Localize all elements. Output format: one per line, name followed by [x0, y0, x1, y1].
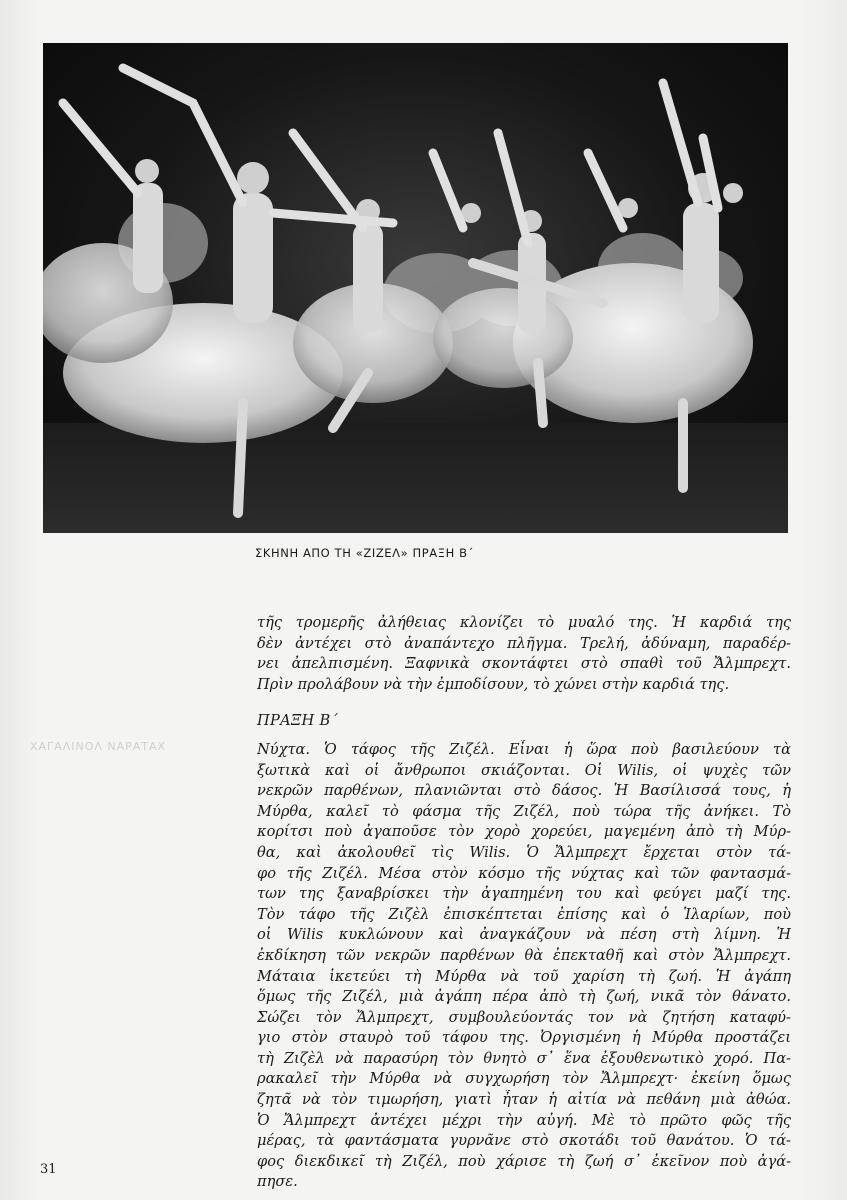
page-number: 31 — [40, 1162, 57, 1177]
bleed-through-text: ΧΑΓΑΛΙΝΟΛ ΝΑΡΑΤΑΧ — [30, 740, 167, 753]
text-line: θα, καὶ ἀκολουθεῖ τὶς Wilis. Ὁ Ἄλμπρεχτ ἔρχεται στὸν τά- — [257, 843, 791, 861]
text-line: φο τῆς Ζιζέλ. Μέσα στὸν κόσμο τῆς νύχτας καὶ τῶν φαντασμά- — [257, 864, 791, 882]
text-line: Νύχτα. Ὁ τάφος τῆς Ζιζέλ. Εἶναι ἡ ὥρα ποὺ βασιλεύουν τὰ — [257, 740, 791, 758]
text-line: Μάταια ἱκετεύει τὴ Μύρθα νὰ τοῦ χαρίση τὴ ζωή. Ἡ ἀγάπη — [257, 967, 791, 985]
text-line: ὅμως τῆς Ζιζέλ, μιὰ ἀγάπη πέρα ἀπὸ τὴ ζωή, νικᾶ τὸν θάνατο. — [257, 988, 791, 1006]
text-line: γιο στὸν σταυρὸ τοῦ τάφου της. Ὀργισμένη ἡ Μύρθα προστάζει — [257, 1029, 791, 1047]
paragraph-1 — [257, 613, 791, 695]
text-line: τῆς τρομερῆς ἀλήθειας κλονίζει τὸ μυαλό της. Ἡ καρδιά της — [257, 614, 791, 631]
paragraph-2 — [257, 740, 791, 1193]
ballet-photo — [43, 43, 788, 533]
text-line: μέρας, τὰ φαντάσματα γυρνᾶνε στὸ σκοτάδι τοῦ θανάτου. Ὁ τά- — [257, 1132, 791, 1150]
text-line: κορίτσι ποὺ ἀγαποῦσε τὸν χορὸ χορεύει, μαγεμένη ἀπὸ τὴ Μύρ- — [257, 823, 791, 841]
article-body — [257, 613, 791, 1193]
text-line: ζητᾶ νὰ τὸν τιμωρήση, γιατὶ ἦταν ἡ αἰτία νὰ πεθάνη μιὰ ἀθώα. — [257, 1091, 791, 1109]
text-line: ξωτικὰ καὶ οἱ ἄνθρωποι σκιάζονται. Οἱ Wilis, οἱ ψυχὲς τῶν — [257, 761, 791, 779]
text-line: οἱ Wilis κυκλώνουν καὶ ἀναγκάζουν νὰ πέση στὴ λίμνη. Ἡ — [257, 926, 791, 944]
photo-caption: ΣΚΗΝΗ ΑΠΟ ΤΗ «ΖΙΖΕΛ» ΠΡΑΞΗ Β΄ — [255, 546, 474, 560]
text-line: φος διεκδικεῖ τὴ Ζιζέλ, ποὺ χάρισε τὴ ζωή σ᾽ ἐκεῖνον ποὺ ἀγά- — [257, 1152, 791, 1170]
text-line: νει ἀπελπισμένη. Ξαφνικὰ σκοντάφτει στὸ σπαθὶ τοῦ Ἄλμπρεχτ. — [257, 655, 791, 673]
text-line: ἐκδίκηση τῶν νεκρῶν παρθένων θὰ ἐπεκταθῆ καὶ στὸν Ἄλμπρεχτ. — [257, 946, 791, 964]
text-line: Ὁ Ἄλμπρεχτ ἀντέχει μέχρι τὴν αὐγή. Μὲ τὸ πρῶτο φῶς τῆς — [257, 1111, 791, 1129]
text-line: Μύρθα, καλεῖ τὸ φάσμα τῆς Ζιζέλ, ποὺ τώρα τῆς ἀνήκει. Τὸ — [257, 802, 791, 820]
text-line: των της ξαναβρίσκει τὴν ἀγαπημένη του καὶ φεύγει μαζί της. — [257, 885, 791, 903]
text-line: Σώζει τὸν Ἄλμπρεχτ, συμβουλεύοντάς τον νὰ ζητήση καταφύ- — [257, 1008, 791, 1026]
text-line: πησε. — [257, 1173, 298, 1191]
text-line: τὴ Ζιζὲλ νὰ παρασύρη τὸν θνητὸ σ᾽ ἕνα ἐξουθενωτικὸ χορό. Πα- — [257, 1049, 791, 1067]
text-line: Πρὶν προλάβουν νὰ τὴν ἐμποδίσουν, τὸ χώνει στὴν καρδιά της. — [257, 675, 730, 693]
section-heading: ΠΡΑΞΗ Β΄ — [257, 712, 339, 730]
text-line: Τὸν τάφο τῆς Ζιζὲλ ἐπισκέπτεται ἐπίσης καὶ ὁ Ἱλαρίων, ποὺ — [257, 905, 791, 923]
text-line: ρακαλεῖ τὴν Μύρθα νὰ συγχωρήση τὸν Ἄλμπρεχτ· ἐκείνη ὅμως — [257, 1070, 791, 1088]
text-line: νεκρῶν παρθένων, πλανιῶνται στὸ δάσος. Ἡ Βασίλισσά τους, ἡ — [257, 782, 791, 800]
text-line: δὲν ἀντέχει στὸ ἀναπάντεχο πλῆγμα. Τρελή, ἀδύναμη, παραδέρ- — [257, 634, 791, 652]
